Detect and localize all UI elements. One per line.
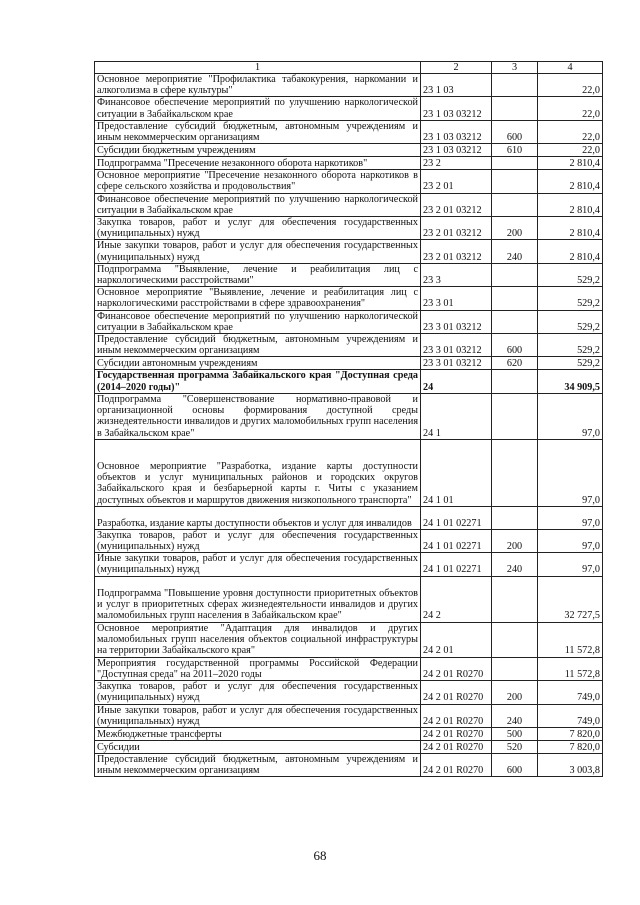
row-amount-cell: 97,0 xyxy=(538,529,603,552)
table-row xyxy=(95,74,603,97)
row-expense-type-cell: 500 xyxy=(492,727,538,740)
row-code-cell: 23 2 01 03212 xyxy=(421,240,492,263)
header-col-3: 3 xyxy=(492,62,538,74)
row-expense-type-cell: 600 xyxy=(492,753,538,776)
table-row xyxy=(95,553,603,576)
row-expense-type-cell: 200 xyxy=(492,529,538,552)
row-code-cell: 23 3 01 03212 xyxy=(421,310,492,333)
row-code-cell: 24 1 xyxy=(421,393,492,439)
row-code-cell: 24 2 01 R0270 xyxy=(421,753,492,776)
row-amount-cell: 2 810,4 xyxy=(538,170,603,193)
row-expense-type-cell xyxy=(492,657,538,680)
row-amount-cell: 97,0 xyxy=(538,439,603,506)
table-row xyxy=(95,240,603,263)
row-code-cell: 23 1 03 03212 xyxy=(421,97,492,120)
table-row xyxy=(95,334,603,357)
row-expense-type-cell xyxy=(492,622,538,657)
table-header xyxy=(95,62,603,74)
row-name-cell: Финансовое обеспечение мероприятий по улучшению наркологической ситуации в Забайкальском крае xyxy=(95,193,421,216)
table-row xyxy=(95,753,603,776)
row-expense-type-cell xyxy=(492,310,538,333)
row-expense-type-cell: 610 xyxy=(492,144,538,157)
table-row xyxy=(95,622,603,657)
row-name-cell: Подпрограмма "Выявление, лечение и реабилитация лиц с наркологическими расстройствами" xyxy=(95,263,421,286)
row-expense-type-cell xyxy=(492,370,538,393)
row-name-cell: Предоставление субсидий бюджетным, автономным учреждениям и иным некоммерческим организациям xyxy=(95,120,421,143)
row-expense-type-cell xyxy=(492,287,538,310)
page-number: 68 xyxy=(313,848,327,863)
row-expense-type-cell xyxy=(492,263,538,286)
row-name-cell: Подпрограмма "Повышение уровня доступности приоритетных объектов и услуг в приоритетных сферах жизнедеятельности инвалидов и других маломобильных групп населения в Забайкальском крае" xyxy=(95,576,421,622)
table-row xyxy=(95,727,603,740)
table-row xyxy=(95,263,603,286)
row-name-cell: Основное мероприятие "Адаптация для инвалидов и других маломобильных групп населения объектов социальной инфраструктуры на территории Забайкальского края" xyxy=(95,622,421,657)
table-body xyxy=(95,74,603,777)
row-expense-type-cell: 600 xyxy=(492,120,538,143)
table-row xyxy=(95,193,603,216)
table-row xyxy=(95,157,603,170)
table-row xyxy=(95,357,603,370)
row-name-cell: Субсидии xyxy=(95,740,421,753)
row-expense-type-cell xyxy=(492,170,538,193)
row-expense-type-cell: 520 xyxy=(492,740,538,753)
table-row xyxy=(95,506,603,529)
table-row xyxy=(95,170,603,193)
row-name-cell: Мероприятия государственной программы Российской Федерации "Доступная среда" на 2011–2020 годы xyxy=(95,657,421,680)
table-row xyxy=(95,529,603,552)
row-amount-cell: 749,0 xyxy=(538,704,603,727)
row-expense-type-cell: 240 xyxy=(492,704,538,727)
row-amount-cell: 529,2 xyxy=(538,357,603,370)
row-amount-cell: 32 727,5 xyxy=(538,576,603,622)
row-code-cell: 23 2 01 03212 xyxy=(421,217,492,240)
table-row xyxy=(95,681,603,704)
row-name-cell: Финансовое обеспечение мероприятий по улучшению наркологической ситуации в Забайкальском крае xyxy=(95,97,421,120)
row-amount-cell: 7 820,0 xyxy=(538,740,603,753)
row-code-cell: 23 2 01 03212 xyxy=(421,193,492,216)
row-name-cell: Основное мероприятие "Профилактика табакокурения, наркомании и алкоголизма в сфере культуры" xyxy=(95,74,421,97)
row-code-cell: 24 1 01 02271 xyxy=(421,506,492,529)
row-code-cell: 24 2 01 R0270 xyxy=(421,704,492,727)
row-code-cell: 24 1 01 xyxy=(421,439,492,506)
table-row xyxy=(95,310,603,333)
row-name-cell: Предоставление субсидий бюджетным, автономным учреждениям и иным некоммерческим организациям xyxy=(95,753,421,776)
row-amount-cell: 529,2 xyxy=(538,334,603,357)
budget-table xyxy=(94,61,603,777)
row-amount-cell: 529,2 xyxy=(538,287,603,310)
table-row xyxy=(95,704,603,727)
row-name-cell: Иные закупки товаров, работ и услуг для обеспечения государственных (муниципальных) нужд xyxy=(95,240,421,263)
table-row xyxy=(95,97,603,120)
row-amount-cell: 2 810,4 xyxy=(538,157,603,170)
row-code-cell: 24 2 01 R0270 xyxy=(421,657,492,680)
row-amount-cell: 529,2 xyxy=(538,310,603,333)
row-name-cell: Закупка товаров, работ и услуг для обеспечения государственных (муниципальных) нужд xyxy=(95,217,421,240)
row-expense-type-cell xyxy=(492,506,538,529)
row-expense-type-cell xyxy=(492,193,538,216)
table-row xyxy=(95,657,603,680)
row-expense-type-cell: 240 xyxy=(492,553,538,576)
row-expense-type-cell: 200 xyxy=(492,217,538,240)
row-code-cell: 24 1 01 02271 xyxy=(421,553,492,576)
table-row xyxy=(95,120,603,143)
row-code-cell: 23 3 01 03212 xyxy=(421,334,492,357)
row-expense-type-cell: 600 xyxy=(492,334,538,357)
row-code-cell: 24 2 01 R0270 xyxy=(421,740,492,753)
header-row xyxy=(95,62,603,74)
row-amount-cell: 34 909,5 xyxy=(538,370,603,393)
row-amount-cell: 22,0 xyxy=(538,120,603,143)
row-name-cell: Иные закупки товаров, работ и услуг для обеспечения государственных (муниципальных) нужд xyxy=(95,704,421,727)
row-code-cell: 23 1 03 03212 xyxy=(421,144,492,157)
row-name-cell: Закупка товаров, работ и услуг для обеспечения государственных (муниципальных) нужд xyxy=(95,529,421,552)
header-col-1: 1 xyxy=(95,62,421,74)
row-amount-cell: 2 810,4 xyxy=(538,217,603,240)
row-amount-cell: 97,0 xyxy=(538,553,603,576)
table-row xyxy=(95,217,603,240)
row-code-cell: 24 2 01 R0270 xyxy=(421,727,492,740)
row-code-cell: 23 3 01 03212 xyxy=(421,357,492,370)
row-expense-type-cell xyxy=(492,97,538,120)
row-amount-cell: 97,0 xyxy=(538,506,603,529)
row-code-cell: 23 1 03 03212 xyxy=(421,120,492,143)
table-row xyxy=(95,393,603,439)
row-amount-cell: 11 572,8 xyxy=(538,657,603,680)
row-amount-cell: 529,2 xyxy=(538,263,603,286)
row-expense-type-cell: 240 xyxy=(492,240,538,263)
table-row xyxy=(95,144,603,157)
row-expense-type-cell xyxy=(492,157,538,170)
row-code-cell: 23 1 03 xyxy=(421,74,492,97)
row-amount-cell: 2 810,4 xyxy=(538,240,603,263)
row-amount-cell: 11 572,8 xyxy=(538,622,603,657)
row-amount-cell: 7 820,0 xyxy=(538,727,603,740)
row-expense-type-cell xyxy=(492,576,538,622)
row-code-cell: 23 3 01 xyxy=(421,287,492,310)
row-name-cell: Закупка товаров, работ и услуг для обеспечения государственных (муниципальных) нужд xyxy=(95,681,421,704)
row-code-cell: 24 2 01 xyxy=(421,622,492,657)
row-expense-type-cell xyxy=(492,393,538,439)
row-name-cell: Основное мероприятие "Пресечение незаконного оборота наркотиков в сфере сельского хозяйства и продовольствия" xyxy=(95,170,421,193)
row-name-cell: Иные закупки товаров, работ и услуг для обеспечения государственных (муниципальных) нужд xyxy=(95,553,421,576)
row-expense-type-cell xyxy=(492,74,538,97)
row-name-cell: Основное мероприятие "Разработка, издание карты доступности объектов и услуг муниципальных районов и городских округов Забайкальского края и безбарьерной карты г. Читы с указанием доступных объектов и маршрутов движения низкопольного транспорта" xyxy=(95,439,421,506)
row-name-cell: Предоставление субсидий бюджетным, автономным учреждениям и иным некоммерческим организациям xyxy=(95,334,421,357)
row-amount-cell: 22,0 xyxy=(538,144,603,157)
row-name-cell: Субсидии бюджетным учреждениям xyxy=(95,144,421,157)
row-name-cell: Подпрограмма "Пресечение незаконного оборота наркотиков" xyxy=(95,157,421,170)
row-code-cell: 24 2 01 R0270 xyxy=(421,681,492,704)
row-name-cell: Разработка, издание карты доступности объектов и услуг для инвалидов xyxy=(95,506,421,529)
row-name-cell: Субсидии автономным учреждениям xyxy=(95,357,421,370)
row-amount-cell: 97,0 xyxy=(538,393,603,439)
row-amount-cell: 3 003,8 xyxy=(538,753,603,776)
row-expense-type-cell xyxy=(492,439,538,506)
header-col-2: 2 xyxy=(421,62,492,74)
row-code-cell: 23 2 01 xyxy=(421,170,492,193)
row-expense-type-cell: 620 xyxy=(492,357,538,370)
table-row xyxy=(95,287,603,310)
table-row xyxy=(95,740,603,753)
row-name-cell: Государственная программа Забайкальского края "Доступная среда (2014–2020 годы)" xyxy=(95,370,421,393)
row-name-cell: Основное мероприятие "Выявление, лечение и реабилитация лиц с наркологическими расстройствами в сфере здравоохранения" xyxy=(95,287,421,310)
row-name-cell: Межбюджетные трансферты xyxy=(95,727,421,740)
row-code-cell: 23 3 xyxy=(421,263,492,286)
row-amount-cell: 22,0 xyxy=(538,97,603,120)
row-code-cell: 24 2 xyxy=(421,576,492,622)
row-amount-cell: 749,0 xyxy=(538,681,603,704)
row-code-cell: 24 1 01 02271 xyxy=(421,529,492,552)
row-amount-cell: 2 810,4 xyxy=(538,193,603,216)
table-row xyxy=(95,370,603,393)
row-amount-cell: 22,0 xyxy=(538,74,603,97)
row-code-cell: 24 xyxy=(421,370,492,393)
table-row xyxy=(95,576,603,622)
table-row xyxy=(95,439,603,506)
row-expense-type-cell: 200 xyxy=(492,681,538,704)
row-code-cell: 23 2 xyxy=(421,157,492,170)
row-name-cell: Подпрограмма "Совершенствование нормативно-правовой и организационной основы формирования доступной среды жизнедеятельности инвалидов и других маломобильных групп населения в Забайкальском крае" xyxy=(95,393,421,439)
row-name-cell: Финансовое обеспечение мероприятий по улучшению наркологической ситуации в Забайкальском крае xyxy=(95,310,421,333)
header-col-4: 4 xyxy=(538,62,603,74)
